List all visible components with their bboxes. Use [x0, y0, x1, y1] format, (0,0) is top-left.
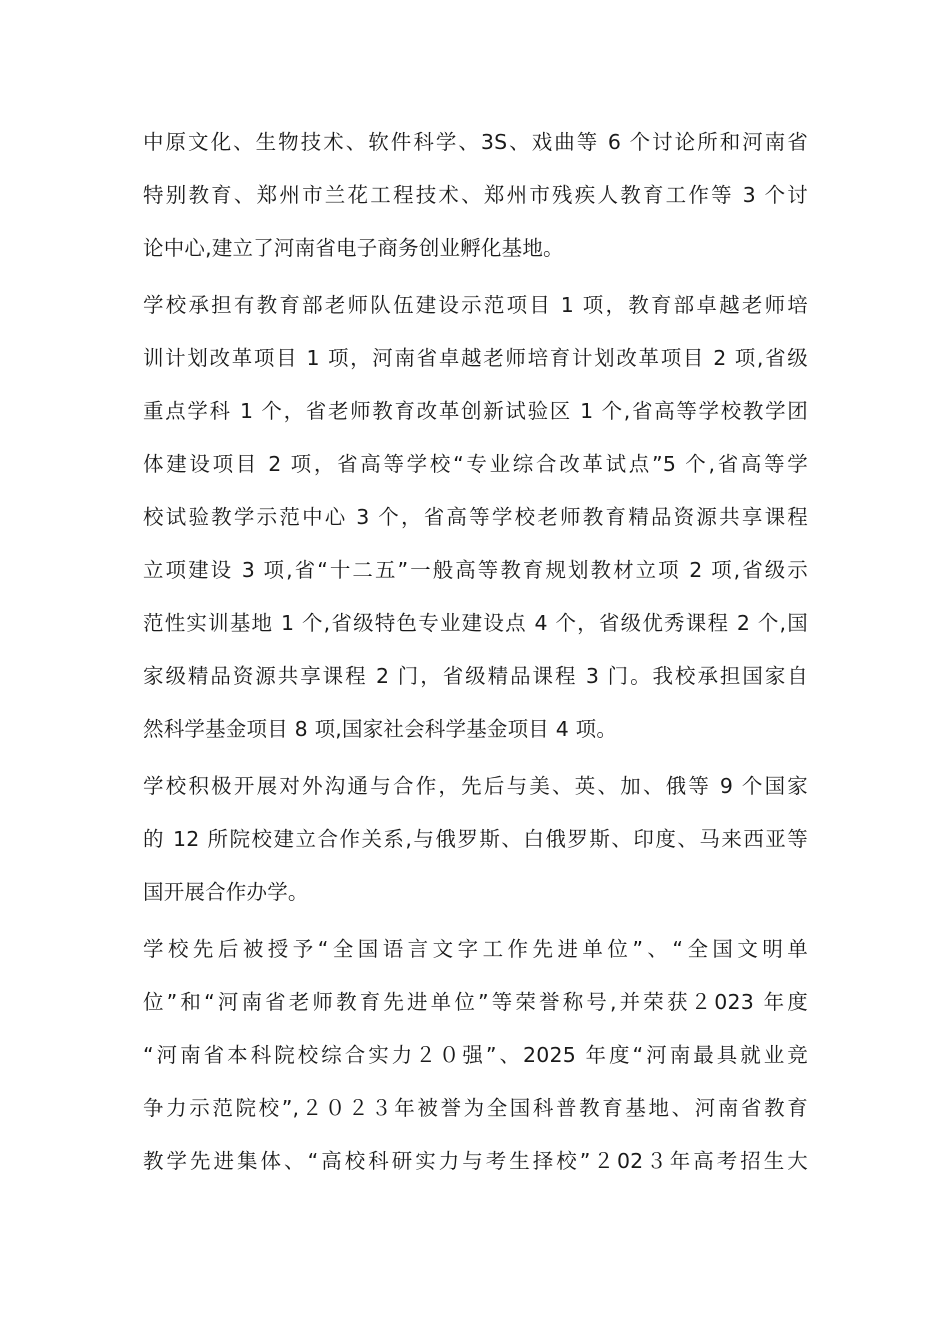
- text-line: 学校先后被授予“全国语言文字工作先进单位”、“全国文明单: [143, 937, 808, 961]
- text-line: “河南省本科院校综合实力２０强”、2025 年度“河南最具就业竞: [143, 1043, 808, 1067]
- text-line: 的 12 所院校建立合作关系,与俄罗斯、白俄罗斯、印度、马来西亚等: [143, 827, 808, 851]
- text-line: 位”和“河南省老师教育先进单位”等荣誉称号,并荣获２023 年度: [143, 990, 808, 1014]
- paragraph-international-cooperation: [143, 760, 808, 919]
- paragraph-research-centers: [143, 116, 808, 275]
- text-line: 家级精品资源共享课程 2 门，省级精品课程 3 门。我校承担国家自: [143, 664, 808, 688]
- text-line: 中原文化、生物技术、软件科学、3S、戏曲等 6 个讨论所和河南省: [143, 130, 808, 154]
- text-line: 论中心,建立了河南省电子商务创业孵化基地。: [143, 236, 564, 260]
- text-line: 学校承担有教育部老师队伍建设示范项目 1 项，教育部卓越老师培: [143, 293, 808, 317]
- text-line: 然科学基金项目 8 项,国家社会科学基金项目 4 项。: [143, 717, 618, 741]
- paragraph-honors: [143, 923, 808, 1188]
- text-line: 范性实训基地 1 个,省级特色专业建设点 4 个，省级优秀课程 2 个,国: [143, 611, 808, 635]
- text-line: 体建设项目 2 项，省高等学校“专业综合改革试点”5 个,省高等学: [143, 452, 808, 476]
- text-line: 国开展合作办学。: [143, 880, 309, 904]
- text-line: 训计划改革项目 1 项，河南省卓越老师培育计划改革项目 2 项,省级: [143, 346, 808, 370]
- text-line: 校试验教学示范中心 3 个，省高等学校老师教育精品资源共享课程: [143, 505, 808, 529]
- document-body: [143, 116, 808, 1188]
- text-line: 重点学科 1 个，省老师教育改革创新试验区 1 个,省高等学校教学团: [143, 399, 808, 423]
- text-line: 立项建设 3 项,省“十二五”一般高等教育规划教材立项 2 项,省级示: [143, 558, 808, 582]
- text-line: 学校积极开展对外沟通与合作，先后与美、英、加、俄等 9 个国家: [143, 774, 808, 798]
- text-line: 教学先进集体、“高校科研实力与考生择校”２02３年高考招生大: [143, 1149, 808, 1173]
- text-line: 争力示范院校”,２０２３年被誉为全国科普教育基地、河南省教育: [143, 1096, 808, 1120]
- text-line: 特别教育、郑州市兰花工程技术、郑州市残疾人教育工作等 3 个讨: [143, 183, 808, 207]
- paragraph-projects: [143, 279, 808, 756]
